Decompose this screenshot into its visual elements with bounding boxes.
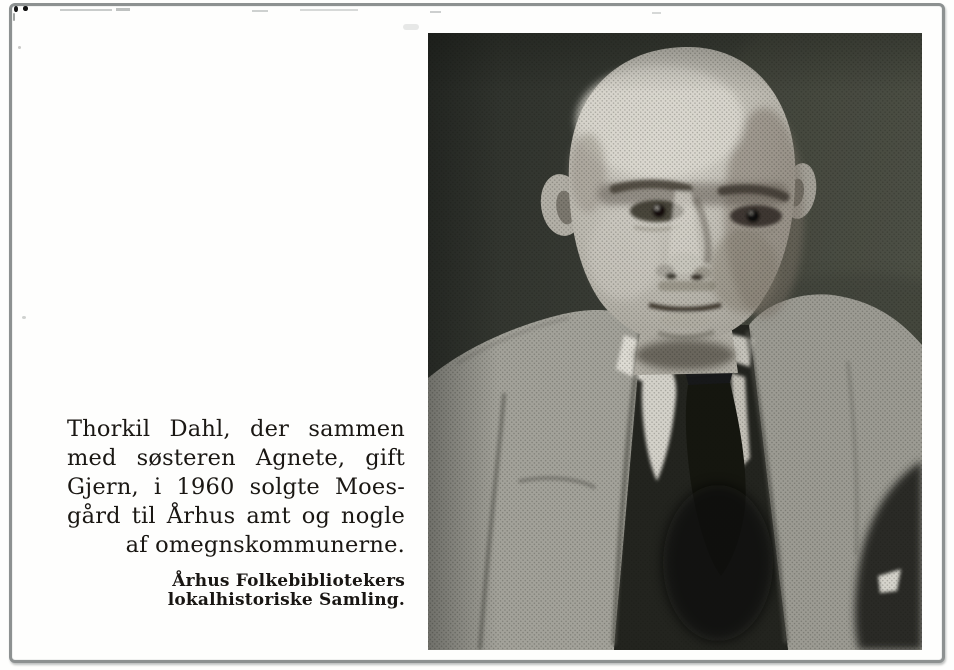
halftone-overlay	[428, 33, 922, 650]
caption-line: gård til Århus amt og nogle	[67, 503, 405, 529]
photo-caption	[67, 415, 405, 560]
caption-line: Thorkil Dahl, der sammen	[67, 416, 405, 442]
credit-line: lokalhistoriske Samling.	[167, 590, 405, 610]
caption-line: Gjern, i 1960 solgte Moes-	[67, 474, 405, 500]
portrait-illustration	[428, 33, 922, 650]
caption-line: af omegnskommunerne.	[125, 532, 405, 558]
photo-credit	[67, 572, 405, 610]
credit-line: Århus Folkebibliotekers	[172, 571, 405, 591]
caption-line: med søsteren Agnete, gift	[67, 445, 405, 471]
portrait-photo	[428, 33, 922, 650]
